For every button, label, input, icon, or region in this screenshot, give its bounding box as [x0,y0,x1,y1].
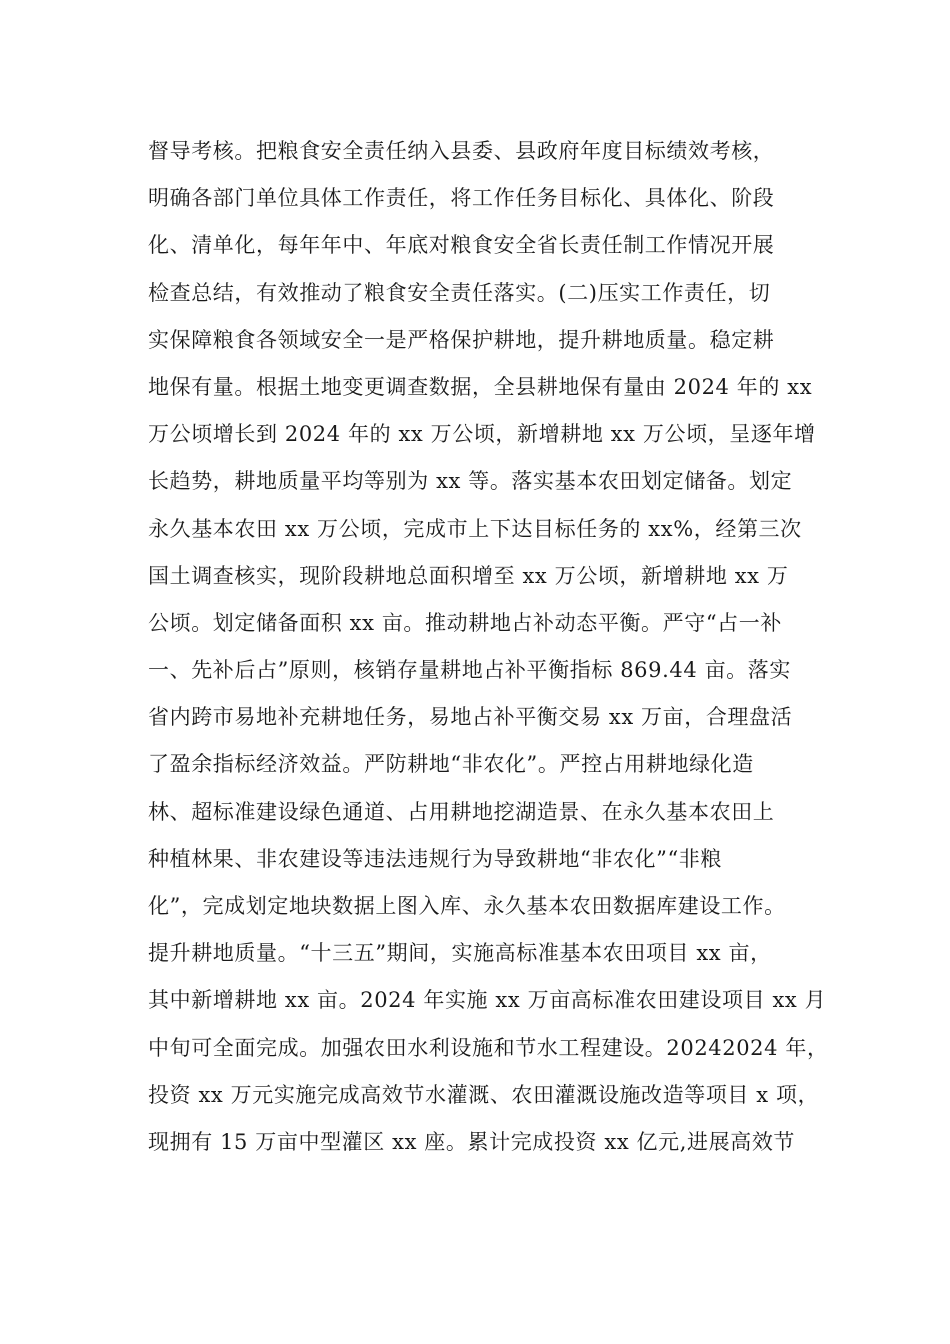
text-line: 林、超标准建设绿色通道、占用耕地挖湖造景、在永久基本农田上 [148,799,775,824]
text-line: 督导考核。把粮食安全责任纳入县委、县政府年度目标绩效考核， [148,139,775,163]
text-line: 化、清单化，每年年中、年底对粮食安全省长责任制工作情况开展 [148,233,775,258]
text-line: 种植林果、非农建设等违法违规行为导致耕地“非农化”“非粮 [148,846,723,871]
text-line: 中旬可全面完成。加强农田水利设施和节水工程建设。20242024 年， [148,1035,829,1060]
text-line: 地保有量。根据土地变更调查数据，全县耕地保有量由 2024 年的 xx [148,374,813,399]
text-line: 其中新增耕地 xx 亩。2024 年实施 xx 万亩高标准农田建设项目 xx 月 [148,988,827,1013]
text-line: 长趋势，耕地质量平均等别为 xx 等。落实基本农田划定储备。划定 [148,469,793,494]
text-line: 明确各部门单位具体工作责任，将工作任务目标化、具体化、阶段 [148,186,775,211]
text-line: 检查总结，有效推动了粮食安全责任落实。(二)压实工作责任，切 [148,280,771,305]
text-line: 永久基本农田 xx 万公顷，完成市上下达目标任务的 xx%，经第三次 [148,516,802,541]
body-text [148,128,838,1166]
text-line: 万公顷增长到 2024 年的 xx 万公顷，新增耕地 xx 万公顷，呈逐年增 [148,422,816,447]
text-line: 一、先补后占”原则，核销存量耕地占补平衡指标 869.44 亩。落实 [148,658,791,683]
text-line: 实保障粮食各领域安全一是严格保护耕地，提升耕地质量。稳定耕 [148,327,775,352]
text-line: 了盈余指标经济效益。严防耕地“非农化”。严控占用耕地绿化造 [148,752,754,777]
text-line: 化”，完成划定地块数据上图入库、永久基本农田数据库建设工作。 [148,894,786,918]
text-line: 公顷。划定储备面积 xx 亩。推动耕地占补动态平衡。严守“占一补 [148,610,782,635]
text-line: 现拥有 15 万亩中型灌区 xx 座。累计完成投资 xx 亿元,进展高效节 [148,1129,796,1154]
text-line: 省内跨市易地补充耕地任务，易地占补平衡交易 xx 万亩，合理盘活 [148,705,793,730]
text-line: 投资 xx 万元实施完成高效节水灌溉、农田灌溉设施改造等项目 x 项， [148,1082,820,1107]
text-line: 国土调查核实，现阶段耕地总面积增至 xx 万公顷，新增耕地 xx 万 [148,563,789,588]
text-line: 提升耕地质量。“十三五”期间，实施高标准基本农田项目 xx 亩， [148,941,772,966]
